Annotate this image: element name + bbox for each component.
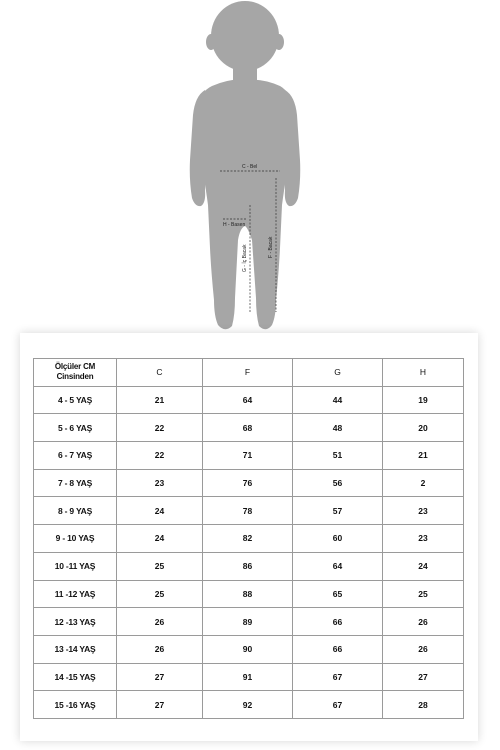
size-chart-table	[33, 358, 464, 719]
cell-c: 27	[117, 663, 203, 691]
cell-f: 89	[203, 608, 293, 636]
cell-h: 2	[383, 469, 464, 497]
header-col-h: H	[383, 359, 464, 387]
row-age: 5 - 6 YAŞ	[34, 414, 117, 442]
silhouette-body	[198, 80, 292, 330]
table-row	[34, 469, 464, 497]
cell-g: 48	[293, 414, 383, 442]
table-header-row	[34, 359, 464, 387]
table-row	[34, 497, 464, 525]
size-chart-card	[20, 333, 478, 741]
row-age: 10 -11 YAŞ	[34, 552, 117, 580]
row-age: 14 -15 YAŞ	[34, 663, 117, 691]
cell-c: 24	[117, 497, 203, 525]
cell-g: 60	[293, 525, 383, 553]
cell-g: 64	[293, 552, 383, 580]
table-row	[34, 635, 464, 663]
header-units-line2: Cinsinden	[56, 372, 94, 382]
cell-c: 26	[117, 608, 203, 636]
cell-h: 25	[383, 580, 464, 608]
cell-c: 27	[117, 691, 203, 719]
table-row	[34, 386, 464, 414]
cell-h: 26	[383, 635, 464, 663]
cell-f: 88	[203, 580, 293, 608]
cell-h: 26	[383, 608, 464, 636]
cell-h: 21	[383, 442, 464, 470]
header-units-line1: Ölçüler CM	[54, 362, 96, 372]
cell-c: 26	[117, 635, 203, 663]
inseam-label: G - İç Bacak	[242, 244, 248, 272]
cell-g: 51	[293, 442, 383, 470]
cell-c: 22	[117, 414, 203, 442]
cell-f: 92	[203, 691, 293, 719]
row-age: 9 - 10 YAŞ	[34, 525, 117, 553]
cell-h: 20	[383, 414, 464, 442]
table-row	[34, 580, 464, 608]
cell-g: 57	[293, 497, 383, 525]
row-age: 11 -12 YAŞ	[34, 580, 117, 608]
cell-f: 86	[203, 552, 293, 580]
cell-g: 66	[293, 608, 383, 636]
cell-f: 82	[203, 525, 293, 553]
header-col-g: G	[293, 359, 383, 387]
cell-g: 67	[293, 691, 383, 719]
outseam-label: F - Bacak	[268, 236, 274, 258]
cell-g: 44	[293, 386, 383, 414]
cell-f: 90	[203, 635, 293, 663]
cell-h: 19	[383, 386, 464, 414]
cell-c: 22	[117, 442, 203, 470]
cell-c: 23	[117, 469, 203, 497]
cell-h: 24	[383, 552, 464, 580]
table-row	[34, 442, 464, 470]
row-age: 13 -14 YAŞ	[34, 635, 117, 663]
waist-label: C - Bel	[242, 164, 258, 170]
hip-label: H - Basen	[223, 222, 246, 228]
silhouette-head	[211, 1, 279, 71]
cell-c: 24	[117, 525, 203, 553]
cell-f: 91	[203, 663, 293, 691]
row-age: 15 -16 YAŞ	[34, 691, 117, 719]
cell-g: 56	[293, 469, 383, 497]
table-row	[34, 663, 464, 691]
child-silhouette-figure	[150, 0, 350, 336]
cell-f: 78	[203, 497, 293, 525]
cell-h: 23	[383, 497, 464, 525]
header-col-c: C	[117, 359, 203, 387]
cell-f: 68	[203, 414, 293, 442]
table-row	[34, 691, 464, 719]
table-row	[34, 414, 464, 442]
cell-c: 25	[117, 552, 203, 580]
cell-g: 66	[293, 635, 383, 663]
silhouette-svg	[150, 0, 350, 336]
cell-h: 23	[383, 525, 464, 553]
cell-h: 27	[383, 663, 464, 691]
row-age: 12 -13 YAŞ	[34, 608, 117, 636]
header-col-f: F	[203, 359, 293, 387]
cell-f: 71	[203, 442, 293, 470]
row-age: 6 - 7 YAŞ	[34, 442, 117, 470]
cell-f: 76	[203, 469, 293, 497]
cell-c: 25	[117, 580, 203, 608]
table-row	[34, 552, 464, 580]
cell-g: 67	[293, 663, 383, 691]
row-age: 7 - 8 YAŞ	[34, 469, 117, 497]
cell-g: 65	[293, 580, 383, 608]
table-row	[34, 608, 464, 636]
header-units-cell	[34, 359, 117, 387]
cell-c: 21	[117, 386, 203, 414]
table-row	[34, 525, 464, 553]
row-age: 8 - 9 YAŞ	[34, 497, 117, 525]
row-age: 4 - 5 YAŞ	[34, 386, 117, 414]
cell-h: 28	[383, 691, 464, 719]
cell-f: 64	[203, 386, 293, 414]
